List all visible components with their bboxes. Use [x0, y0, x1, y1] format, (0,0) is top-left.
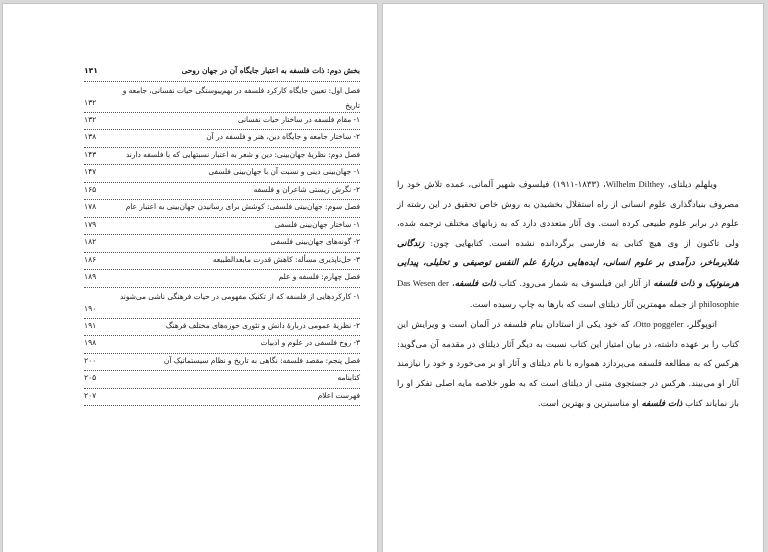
toc-title: فهرست اعلام [317, 390, 360, 400]
toc-row [84, 288, 360, 319]
toc-page-number: ۱۴۷ [84, 167, 97, 176]
toc-row [84, 354, 360, 372]
toc-row [84, 371, 360, 389]
text-run: اتوپوگلر، [683, 320, 718, 331]
toc-page-number: ۱۹۰ [84, 303, 97, 313]
toc-page-number: ۱۳۲ [84, 97, 97, 107]
toc-title: ۲- گونه‌های جهان‌بینی فلسفی [270, 237, 360, 246]
works-list: زندگانی شلایرماخر، درآمدی بر علوم انسانی، ایده‌هایی دربارهٔ علم النفس توصیفی و تحلیلی، پیدایی هرمنوتیک و ذات فلسفه [397, 238, 740, 289]
toc-row [84, 319, 360, 337]
toc-row [84, 253, 360, 271]
text-run: ، [448, 278, 455, 289]
toc-title: فصل اول: تعیین جایگاه کارکرد فلسفه در بهم‌پیوستگی حیات نفسانی، جامعه و تاریخ [122, 85, 360, 110]
text-run: ، که خود یکی از استادان بنام فلسفه در آلمان است و ویرایش این کتاب را بر عهده داشته، در بیان امتیاز این کتاب نسبت به دیگر آثار دیلتای در مقدمه آن می‌گوید: هرکس که به مطالعه فلسفه می‌پردازد همواره با نام دیلتای و آثار او بر می‌خورد و خود را نیازمند آثار او می‌بیند. هرکس در جستجوی متنی از دیلتای است که به طور خلاصه مایه اصلی تفکر او را باز نمایاند کتاب [397, 320, 739, 409]
book-title: ذات فلسفه [454, 278, 496, 289]
german-title: Das Wesen der philosophie [397, 277, 739, 309]
toc-title: ۱- جهان‌بینی دینی و نسبت آن با جهان‌بینی فلسفی [208, 167, 360, 176]
toc-row [84, 148, 360, 166]
toc-title: کتابنامه [337, 373, 360, 382]
toc-title: ۱- مقام فلسفه در ساختار حیات نفسانی [237, 114, 360, 124]
text-run: از جمله مهمترین آثار دیلتای است که بارها به چاپ رسیده است. [469, 299, 699, 310]
toc-title: ۳- روح فلسفی در علوم و ادبیات [260, 338, 360, 347]
toc-title: بخش دوم: ذات فلسفه به اعتبار جایگاه آن در جهان روحی [181, 66, 360, 75]
toc-page-number: ۱۸۲ [84, 237, 97, 246]
toc-row [84, 336, 360, 354]
toc-row [84, 218, 360, 236]
paragraph-2 [397, 315, 739, 414]
toc-page-number: ۱۸۶ [84, 254, 97, 264]
toc-page-number: ۱۳۸ [84, 132, 97, 141]
toc-page-number: ۱۳۲ [84, 114, 97, 124]
latin-name: Wilhelm Dilthey [605, 179, 665, 189]
toc-title: فصل چهارم: فلسفه و علم [278, 272, 360, 281]
text-run: از آثار این فیلسوف به شمار می‌رود. کتاب [495, 278, 654, 289]
text-run: ، (۱۸۳۳-۱۹۱۱) فیلسوف شهیر آلمانی، عمده تلاش خود را مصروف بنیادگذاری علوم انسانی از راه استقلال بخشیدن به روش خاص تحقیق در این رشته از علوم در برابر علوم طبیعی کرده است. وی آثار متعددی دارد که به زبانهای مختلف ترجمه شده، ولی تاکنون از وی هیچ کتابی به فارسی برگردانده نشده است. کتابهایی چون: [397, 180, 739, 249]
text-run: ویلهلم دیلتای، [664, 180, 717, 190]
toc-title: ۲- نگرش زیستی شاعران و فلسفه [253, 184, 360, 194]
toc-page-number: ۲۰۵ [84, 373, 97, 382]
body-text [397, 175, 739, 414]
toc-row [84, 389, 360, 407]
toc-title: ۲- نظریهٔ عمومی دربارهٔ دانش و تئوری حوزه‌های مختلف فرهنگ [165, 320, 360, 330]
toc-page-number: ۱۹۸ [84, 338, 97, 347]
toc-row [84, 200, 360, 218]
toc-row [84, 64, 360, 82]
toc-page-number: ۲۰۰ [84, 355, 97, 365]
paragraph-1 [397, 175, 739, 315]
toc-row [84, 183, 360, 201]
toc-title: فصل پنجم: مقصد فلسفه: نگاهی به تاریخ و نظام سیستماتیک آن [163, 355, 360, 365]
toc-title: ۱- ساختار جهان‌بینی فلسفی [274, 219, 360, 229]
toc-row [84, 270, 360, 288]
toc-page-number: ۱۶۵ [84, 184, 97, 194]
toc-page-number: ۱۴۳ [84, 149, 97, 159]
text-run: او مناسبترین و بهترین است. [537, 398, 642, 409]
toc-page-number: ۱۷۸ [84, 202, 97, 211]
toc-title: ۱- کارکردهایی از فلسفه که از تکنیک مفهومی در حیات فرهنگی ناشی می‌شوند [119, 291, 360, 301]
toc-title: ۲- ساختار جامعه و جایگاه دین، هنر و فلسفه در آن [206, 132, 360, 141]
toc-row [84, 165, 360, 183]
toc-page-number: ۱۷۹ [84, 219, 97, 229]
toc-title: فصل سوم: جهان‌بینی فلسفی: کوشش برای رسانیدن جهان‌بینی به اعتبار عام [125, 202, 360, 211]
toc-row [84, 113, 360, 131]
table-of-contents [84, 64, 360, 406]
toc-title: ۳- حل‌ناپذیری مسأله: کاهش قدرت مابعدالطبیعه [212, 254, 360, 264]
latin-name: Otto poggeler [635, 319, 684, 330]
toc-page-number: ۱۸۹ [84, 272, 97, 281]
toc-row [84, 235, 360, 253]
toc-page-number: ۲۰۷ [84, 390, 97, 400]
toc-row [84, 130, 360, 148]
toc-row [84, 82, 360, 113]
toc-page-number: ۱۳۱ [84, 66, 98, 75]
book-title: ذات فلسفه [641, 398, 683, 409]
toc-page-number: ۱۹۱ [84, 320, 97, 330]
toc-title: فصل دوم: نظریهٔ جهان‌بینی: دین و شعر به اعتبار نسبتهایی که با فلسفه دارند [125, 149, 360, 159]
